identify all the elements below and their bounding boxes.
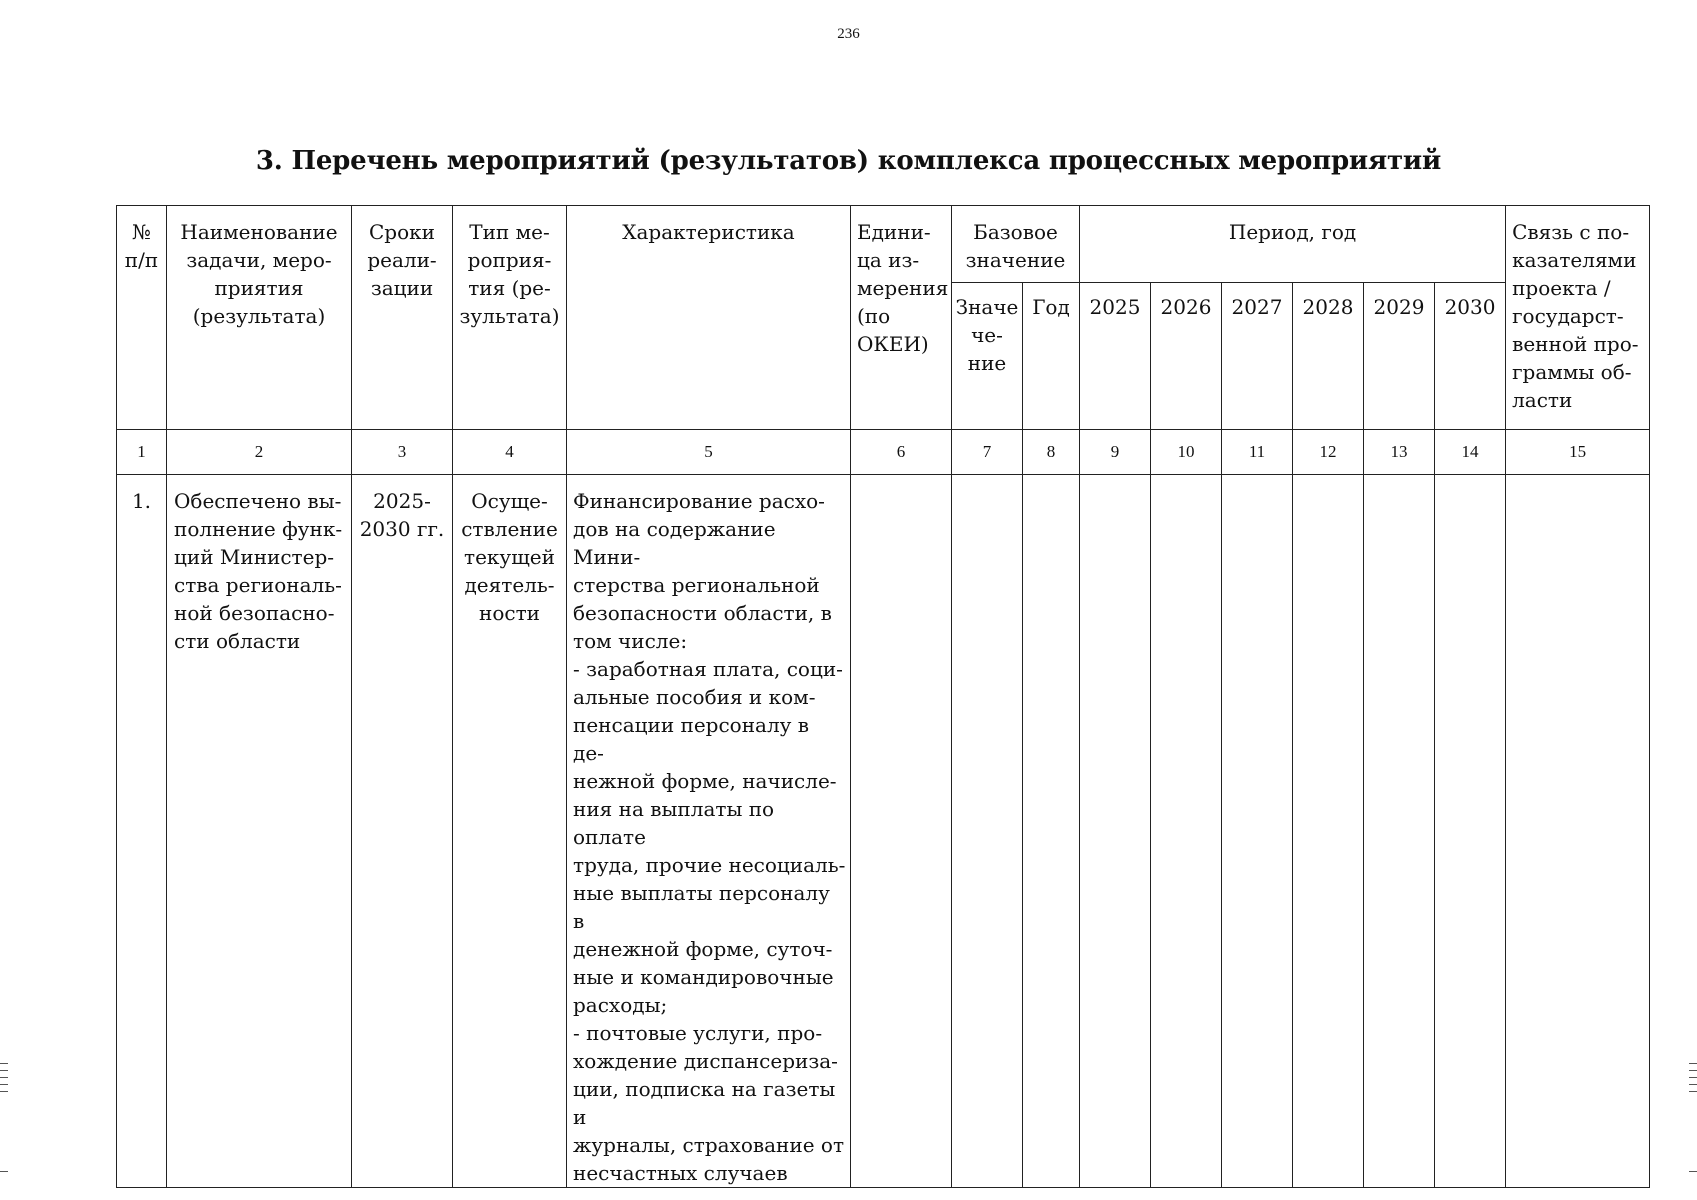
header-base-year: Год <box>1023 283 1080 430</box>
column-number: 3 <box>352 430 453 475</box>
header-term: Сроки реали- зации <box>352 206 453 430</box>
row-term: 2025- 2030 гг. <box>352 475 453 1188</box>
header-base-value: Значе че- ние <box>952 283 1023 430</box>
row-base-value <box>952 475 1023 1188</box>
column-number: 11 <box>1222 430 1293 475</box>
header-period-group: Период, год <box>1080 206 1506 283</box>
column-number: 13 <box>1364 430 1435 475</box>
header-base-group: Базовое значение <box>952 206 1080 283</box>
row-value-2028 <box>1293 475 1364 1188</box>
row-value-2030 <box>1435 475 1506 1188</box>
table-row <box>117 475 1650 1188</box>
events-table <box>116 205 1650 1188</box>
row-value-2026 <box>1151 475 1222 1188</box>
row-value-2027 <box>1222 475 1293 1188</box>
row-type: Осуще- ствление текущей деятель- ности <box>453 475 567 1188</box>
column-number: 2 <box>167 430 352 475</box>
header-number: № п/п <box>117 206 167 430</box>
column-number: 10 <box>1151 430 1222 475</box>
header-year-2025: 2025 <box>1080 283 1151 430</box>
header-year-2026: 2026 <box>1151 283 1222 430</box>
row-name: Обеспечено вы- полнение функ- ций Министер- ства региональ- ной безопасно- сти области <box>167 475 352 1188</box>
header-row-1 <box>117 206 1650 283</box>
row-base-year <box>1023 475 1080 1188</box>
row-number: 1. <box>117 475 167 1188</box>
header-year-2027: 2027 <box>1222 283 1293 430</box>
row-link <box>1506 475 1650 1188</box>
row-characteristic: Финансирование расхо- дов на содержание Мини- стерства региональной безопасности области, в том числе: - заработная плата, соци- альные пособия и ком- пенсации персоналу в де- нежной форме, начисле- ния на выплаты по оплате труда, прочие несоциаль- ные выплаты персоналу в денежной форме, суточ- ные и командировочные расходы; - почтовые услуги, про- хождение диспансериза- ции, подписка на газеты и журналы, страхование от несчастных случаев <box>567 475 851 1188</box>
row-value-2029 <box>1364 475 1435 1188</box>
header-unit: Едини- ца из- мерения (по ОКЕИ) <box>851 206 952 430</box>
column-number: 9 <box>1080 430 1151 475</box>
header-name: Наименование задачи, меро- приятия (результата) <box>167 206 352 430</box>
column-number-row <box>117 430 1650 475</box>
column-number: 12 <box>1293 430 1364 475</box>
page-title: 3. Перечень мероприятий (результатов) комплекса процессных мероприятий <box>255 146 1442 176</box>
row-value-2025 <box>1080 475 1151 1188</box>
column-number: 1 <box>117 430 167 475</box>
column-number: 5 <box>567 430 851 475</box>
header-year-2028: 2028 <box>1293 283 1364 430</box>
column-number: 7 <box>952 430 1023 475</box>
header-characteristic: Характеристика <box>567 206 851 430</box>
header-year-2030: 2030 <box>1435 283 1506 430</box>
header-year-2029: 2029 <box>1364 283 1435 430</box>
column-number: 15 <box>1506 430 1650 475</box>
column-number: 4 <box>453 430 567 475</box>
header-link: Связь с по- казателями проекта / государст- венной про- граммы об- ласти <box>1506 206 1650 430</box>
column-number: 14 <box>1435 430 1506 475</box>
row-unit <box>851 475 952 1188</box>
column-number: 6 <box>851 430 952 475</box>
column-number: 8 <box>1023 430 1080 475</box>
header-type: Тип ме- роприя- тия (ре- зультата) <box>453 206 567 430</box>
page-number: 236 <box>837 26 860 42</box>
